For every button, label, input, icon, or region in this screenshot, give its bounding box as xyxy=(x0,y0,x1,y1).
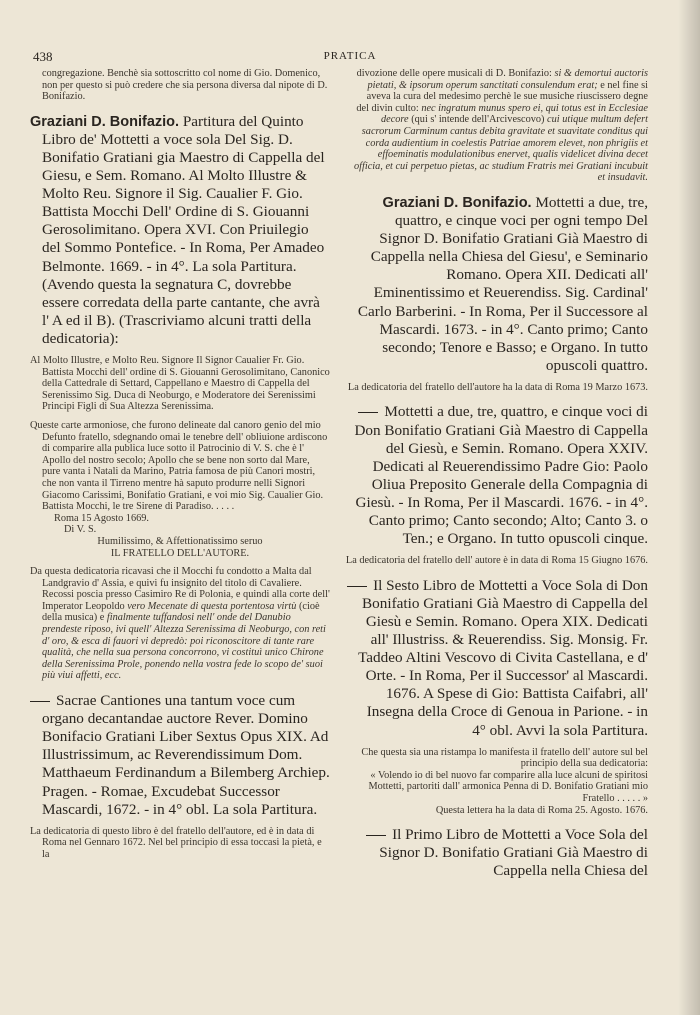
entry-note: La dedicatoria del fratello dell'autore ha la data di Roma 19 Marzo 1673. xyxy=(347,381,648,393)
entry-note: La dedicatoria di questo libro è del fratello dell'autore, ed è in data di Roma nel Gennaro 1672. Nel bel principio di essa toccasi la pietà, e la xyxy=(30,825,322,860)
dedication-address: Al Molto Illustre, e Molto Reu. Signore Il Signor Caualier Fr. Gio. Battista Mocchi dell' ordine di S. Giouanni Gerosolimitano, Canonico della Cattedrale di Settard, Cappellano e Maestro di Cappella del Serenissimo Sig. Duca di Neoburgo, e Moderatore dei Serenissimi Principi Figli di Sua Altezza Serenissima. xyxy=(30,355,330,413)
dedication-body: Queste carte armoniose, che furono delineate dal canoro genio del mio Defunto fratello, sdegnando omai le tenebre dell' obliuione ardiscono di comparire alla publica luce sotto il Patrocinio di V. S. che è l' Apollo del nostro secolo; Apollo che se bene non sorto dal Mare, pure vanta i Natali da Marino, Patria famosa de più Canori mostri, che non vanta il Tirreno mentre hà saputo produrre nelli Signori Giacomo Carissimi, Bonifatio Gratiani, e voi mio Sig. Caualier Gio. Battista Mocchi, le tre Sirene di Paradiso. . . . . xyxy=(30,419,328,513)
bibliographic-entry xyxy=(30,113,330,348)
entry-text: Mottetti a due, tre, quattro, e cinque voci per ogni tempo Del Signor D. Bonifatio Gratiani Già Maestro di Cappella nella Chiesa del Giesu', e Seminario Romano. Opera XII. Dedicati all' Eminentissimo et Reuerendiss. Sig. Cardinal' Carlo Barberini. - In Roma, Per il Successore al Mascardi. 1673. - in 4°. Canto primo; Canto secondo; Tenore e Basso; e Organo. In tutto opuscoli quattro. xyxy=(357,193,648,374)
entry-text: Partitura del Quinto Libro de' Mottetti a voce sola Del Sig. D. Bonifatio Gratiani gia Maestro di Cappella del Giesu, e Sem. Romano. Al Molto Illustre & Molto Reu. Signore il Sig. Caualier F. Gio. Battista Mocchi Dell' Ordine di S. Giouanni Gerosolimitano. Opera XVI. Con Priuilegio del Sommo Pontefice. - In Roma, Per Amadeo Belmonte. 1669. - in 4°. La sola Partitura. (Avendo questa la segnatura C, dovrebbe essere corredata della parte cantante, che avrà l' A ed il B). (Trascriviamo alcuni tratti della dedicatoria): xyxy=(42,112,325,347)
entry-note: La dedicatoria del fratello dell' autore è in data di Roma 15 Giugno 1676. xyxy=(345,555,648,567)
dedication-signature: IL FRATELLO DELL'AUTORE. xyxy=(110,547,250,559)
dedication-di: Di V. S. xyxy=(64,524,97,536)
entry-author: Graziani D. Bonifazio. xyxy=(382,194,532,211)
page-number: 438 xyxy=(33,49,53,64)
bibliographic-entry xyxy=(342,577,648,740)
entry-note: Che questa sia una ristampa lo manifesta il fratello dell' autore sul bel principio della sua dedicatoria: xyxy=(361,746,648,770)
bibliographic-entry xyxy=(342,403,648,548)
em-dash-rule xyxy=(347,586,367,587)
entry-text: Mottetti a due, tre, quattro, e cinque voci di Don Bonifatio Gratiani Già Maestro di Cappella del Giesù, e Semin. Romano. Opera XXIV. Dedicati al Reuerendissimo Padre Gio: Paolo Oliua Preposito Generale della Compagnia di Giesù. - In Roma, Per il Mascardi. 1676. - in 4°. Canto primo; Canto secondo; Alto; Canto 3. o Ten.; e Organo. In tutto opuscoli cinque. xyxy=(354,403,648,548)
left-column xyxy=(30,68,330,860)
quoted-dedication: « Volendo io di bel nuovo far comparire alla luce alcuni de spiritosi Mottetti, partoriti dall' armonica Penna di D. Bonifatio Gratiani mio Fratello . . . . . » xyxy=(368,769,648,805)
entry-text: Sacrae Cantiones una tantum voce cum organo decantandae auctore Rever. Domino Bonifacio Gratiani Liber Sextus Opus XIX. Ad Illustrissimum, ac Reverendissimum Dom. Matthaeum Ferdinandum a Bilemberg Archiep. Pragen. - Romae, Excudebat Successor Mascardi, 1672. - in 4° obl. La sola Partitura. xyxy=(42,692,330,818)
running-title: PRATICA xyxy=(323,50,377,62)
continuation-note: divozione delle opere musicali di D. Bonifazio: si & demortui auctoris pietati, & ipsorum operum sanctitati consulendum erat; e nel fine si aveva la cura del medesimo perchè le sue musiche riuscissero degne del divin culto: nec ingratum munus spero ei, qui totus est in Ecclesiae decore (qui s' intende dell'Arcivescovo) cui utique multum defert sacrorum Carminum cantus debita gravitate et suavitate conditus qui corda audientium in coelestis Patriae amorem elevet, non phrigiis et effoeminatis modulationibus enervet, qualis videlicet divina decet officia, et cui perpetuo pietas, ac studium Fratris mei Gratiani incubuit et insudavit. xyxy=(354,68,649,184)
right-column xyxy=(342,68,648,881)
em-dash-rule xyxy=(358,412,378,413)
entry-text: Il Sesto Libro de Mottetti a Voce Sola di Don Bonifatio Gratiani Già Maestro di Cappella del Giesù e Semin. Romano. Opera XIX. Dedicati all' Illustriss. & Reuerendiss. Sig. Monsig. Fr. Taddeo Altini Vescovo di Civita Castellana, e d' Orte. - In Roma, Per il Successor' al Mascardi. 1676. A Spese di Gio: Battista Caifabri, all' Insegna della Croce di Genoua in Parione. - in 4° obl. Avvi la sola Partitura. xyxy=(358,576,648,739)
bibliographic-entry xyxy=(342,194,648,375)
continuation-note: congregazione. Benchè sia sottoscritto col nome di Gio. Domenico, non per questo si può credere che sia persona diversa dal nipote di D. Bonifazio. xyxy=(42,68,328,103)
em-dash-rule xyxy=(30,701,50,702)
em-dash-rule xyxy=(366,835,386,836)
entry-note-date: Questa lettera ha la data di Roma 25. Agosto. 1676. xyxy=(435,804,648,816)
entry-text: Il Primo Libro de Mottetti a Voce Sola del Signor D. Bonifatio Gratiani Già Maestro di Cappella nella Chiesa del xyxy=(379,826,648,880)
entry-author: Graziani D. Bonifazio. xyxy=(30,113,180,130)
bibliographic-entry xyxy=(30,692,330,819)
dedication-closing: Humilissimo, & Affettionatissimo seruo xyxy=(97,535,263,547)
dedication-date: Roma 15 Agosto 1669. xyxy=(54,512,149,524)
commentary-note: Da questa dedicatoria ricavasi che il Mocchi fu condotto a Malta dal Landgravio d' Assia, e quivi fu insignito del titolo di Cavaliere. Recossi poscia presso Casimiro Re di Polonia, e quindi alla corte dell' Imperator Leopoldo vero Mecenate di questa portentosa virtù (cioè della musica) e finalmente tuffandosi nell' onde del Danubio prendeste riposo, ivi quell' Altezza Serenissima di Neoburgo, con reti d' oro, & esca di fauori vi depredò: poi riconoscitore di tante rare qualità, che nella sua persona concorrono, vi costituì unico Chirone della Serenissima Prole, ponendo nella vostra fede lo scopo de' suoi più viui affetti, ecc. xyxy=(30,566,330,682)
bibliographic-entry xyxy=(342,826,648,880)
page-edge-shadow xyxy=(678,0,700,1015)
